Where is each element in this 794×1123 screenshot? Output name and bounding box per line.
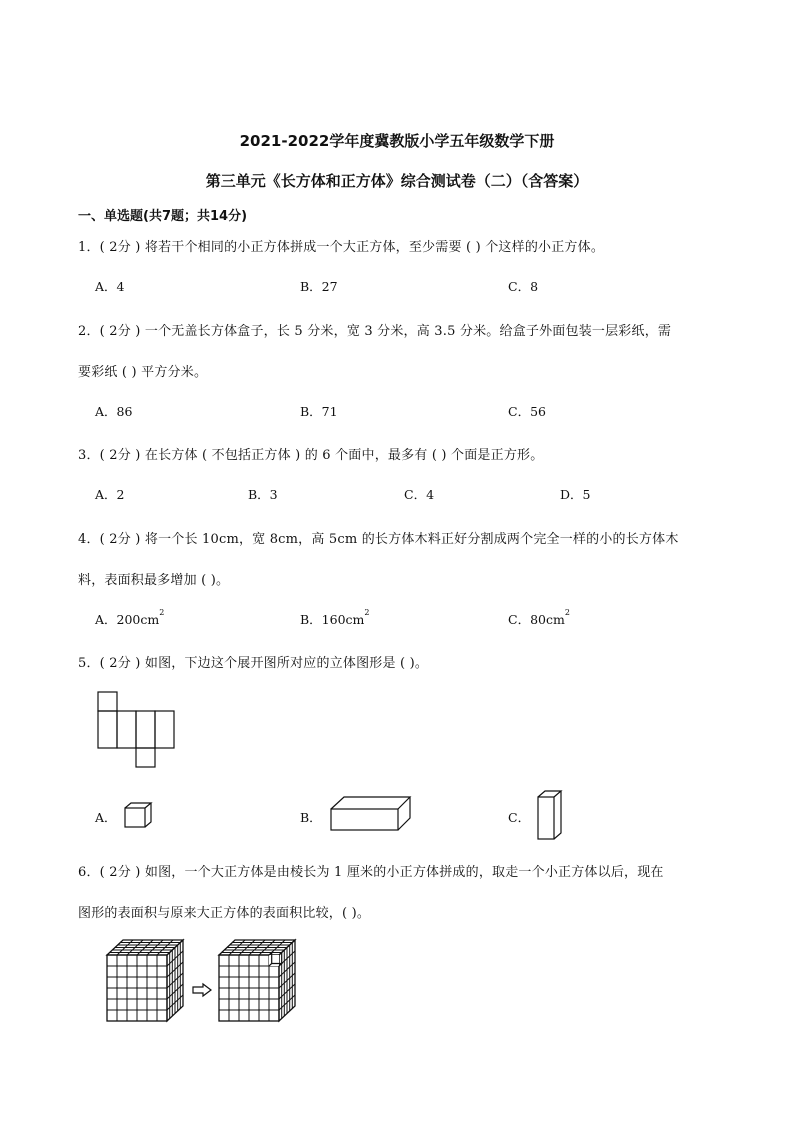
- question-6-line2: 图形的表面积与原来大正方体的表面积比较，( )。: [78, 906, 371, 921]
- question-2-line1: 2．( 2分 ) 一个无盖长方体盒子，长 5 分米，宽 3 分米，高 3.5 分米。给盒子外面包装一层彩纸，需: [78, 324, 672, 339]
- q4-option-c-sup: 2: [564, 608, 570, 617]
- q4-option-b[interactable]: [300, 610, 370, 628]
- large-cube-figure: [106, 938, 186, 1024]
- q5-option-a[interactable]: A．: [95, 810, 117, 825]
- tall-cuboid-icon[interactable]: [537, 790, 563, 840]
- arrow-icon: [192, 983, 212, 997]
- page-title-line2: 第三单元《长方体和正方体》综合测试卷（二）（含答案）: [205, 172, 589, 190]
- q4-option-c-text: C．80cm: [508, 612, 565, 627]
- q2-option-a[interactable]: A．86: [95, 404, 133, 419]
- q2-option-b[interactable]: B．71: [300, 404, 338, 419]
- question-2-line2: 要彩纸 ( ) 平方分米。: [78, 365, 208, 380]
- flat-cuboid-icon[interactable]: [330, 796, 412, 832]
- q2-option-c[interactable]: C．56: [508, 404, 546, 419]
- q3-option-c[interactable]: C．4: [404, 487, 435, 502]
- q5-option-c[interactable]: C．: [508, 810, 531, 825]
- question-5: 5．( 2分 ) 如图，下边这个展开图所对应的立体图形是 ( )。: [78, 656, 429, 671]
- small-cube-icon[interactable]: [124, 802, 154, 828]
- q4-option-b-text: B．160cm: [300, 612, 365, 627]
- q1-option-a[interactable]: A．4: [95, 279, 125, 294]
- question-3: 3．( 2分 ) 在长方体 ( 不包括正方体 ) 的 6 个面中，最多有 ( ) 个面是正方形。: [78, 448, 544, 463]
- q4-option-b-sup: 2: [364, 608, 370, 617]
- q5-option-b[interactable]: B．: [300, 810, 322, 825]
- question-1: 1．( 2分 ) 将若干个相同的小正方体拼成一个大正方体，至少需要 ( ) 个这样的小正方体。: [78, 240, 605, 255]
- page-title-line1: 2021-2022学年度冀教版小学五年级数学下册: [239, 132, 555, 150]
- q1-option-b[interactable]: B．27: [300, 279, 338, 294]
- q4-option-a-text: A．200cm: [95, 612, 160, 627]
- q1-option-c[interactable]: C．8: [508, 279, 539, 294]
- q4-option-c[interactable]: [508, 610, 570, 628]
- cube-net-figure: [96, 690, 176, 770]
- q3-option-d[interactable]: D．5: [560, 487, 591, 502]
- cube-with-removed-block-figure: [218, 938, 298, 1024]
- q3-option-a[interactable]: A．2: [95, 487, 125, 502]
- q3-option-b[interactable]: B．3: [248, 487, 278, 502]
- question-6-line1: 6．( 2分 ) 如图，一个大正方体是由棱长为 1 厘米的小正方体拼成的，取走一个小正方体以后，现在: [78, 865, 664, 880]
- q4-option-a-sup: 2: [159, 608, 165, 617]
- q4-option-a[interactable]: [95, 610, 164, 628]
- question-4-line1: 4．( 2分 ) 将一个长 10cm，宽 8cm，高 5cm 的长方体木料正好分割成两个完全一样的小的长方体木: [78, 532, 679, 547]
- section-heading: 一、单选题(共7题；共14分): [78, 209, 248, 224]
- question-4-line2: 料，表面积最多增加 ( )。: [78, 573, 230, 588]
